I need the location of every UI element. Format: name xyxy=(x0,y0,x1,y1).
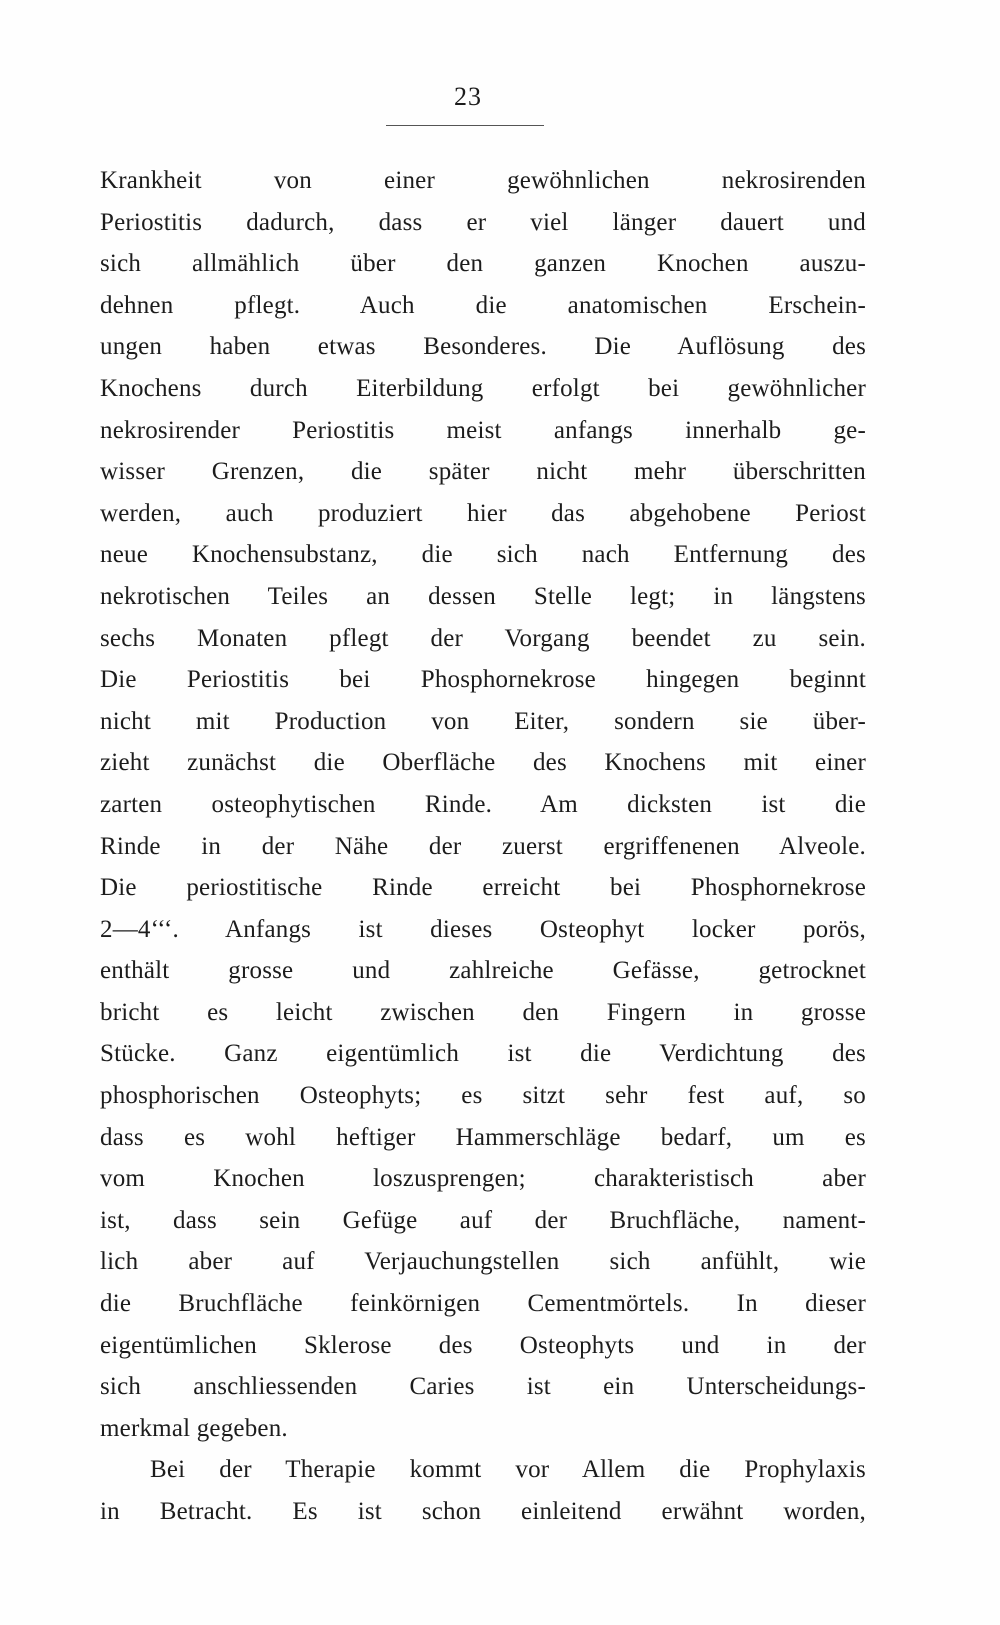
text-line: Krankheit von einer gewöhnlichen nekrosirenden xyxy=(100,167,866,194)
header-rule xyxy=(386,125,544,126)
text-line: Stücke. Ganz eigentümlich ist die Verdichtung des xyxy=(100,1040,866,1068)
text-line-paragraph-start: Bei der Therapie kommt vor Allem die Prophylaxis xyxy=(150,1456,866,1484)
text-line: eigentümlichen Sklerose des Osteophyts und in der xyxy=(100,1331,866,1359)
text-line: lich aber auf Verjauchungstellen sich anfühlt, wie xyxy=(100,1248,866,1276)
text-line: vom Knochen loszusprengen; charakteristisch aber xyxy=(100,1165,866,1193)
text-line: zarten osteophytischen Rinde. Am dicksten ist die xyxy=(100,790,866,818)
text-line: sechs Monaten pflegt der Vorgang beendet zu sein. xyxy=(100,624,866,652)
text-line: bricht es leicht zwischen den Fingern in grosse xyxy=(100,998,866,1026)
text-line: wisser Grenzen, die später nicht mehr überschritten xyxy=(100,458,866,486)
text-line: neue Knochensubstanz, die sich nach Entfernung des xyxy=(100,541,866,569)
text-line: 2—4‘‘‘. Anfangs ist dieses Osteophyt locker porös, xyxy=(100,915,866,943)
text-line: ist, dass sein Gefüge auf der Bruchfläche, nament- xyxy=(100,1206,866,1234)
text-line: nekrosirender Periostitis meist anfangs innerhalb ge- xyxy=(100,416,866,444)
text-line: Rinde in der Nähe der zuerst ergriffenenen Alveole. xyxy=(100,832,866,860)
text-line: dehnen pflegt. Auch die anatomischen Erschein- xyxy=(100,291,866,319)
text-line: dass es wohl heftiger Hammerschläge bedarf, um es xyxy=(100,1123,866,1151)
text-line: sich allmählich über den ganzen Knochen auszu- xyxy=(100,250,866,278)
text-line: werden, auch produziert hier das abgehobene Periost xyxy=(100,499,866,527)
text-line: nicht mit Production von Eiter, sondern sie über- xyxy=(100,707,866,735)
text-line: sich anschliessenden Caries ist ein Unterscheidungs- xyxy=(100,1373,866,1401)
text-line: die Bruchfläche feinkörnigen Cementmörtels. In dieser xyxy=(100,1290,866,1318)
text-line: Periostitis dadurch, dass er viel länger dauert und xyxy=(100,208,866,236)
text-line-paragraph-end: merkmal gegeben. xyxy=(100,1414,288,1442)
text-line: Die periostitische Rinde erreicht bei Phosphornekrose xyxy=(100,874,866,902)
page-number: 23 xyxy=(454,82,482,111)
text-line: ungen haben etwas Besonderes. Die Auflösung des xyxy=(100,333,866,361)
text-line: enthält grosse und zahlreiche Gefässe, getrocknet xyxy=(100,957,866,985)
text-line: phosphorischen Osteophyts; es sitzt sehr fest auf, so xyxy=(100,1082,866,1110)
text-line: Die Periostitis bei Phosphornekrose hingegen beginnt xyxy=(100,666,866,694)
text-line: Knochens durch Eiterbildung erfolgt bei gewöhnlicher xyxy=(100,374,866,402)
text-line: zieht zunächst die Oberfläche des Knochens mit einer xyxy=(100,749,866,777)
text-line: in Betracht. Es ist schon einleitend erwähnt worden, xyxy=(100,1498,866,1525)
text-line: nekrotischen Teiles an dessen Stelle legt; in längstens xyxy=(100,582,866,610)
body-text xyxy=(100,160,866,1533)
